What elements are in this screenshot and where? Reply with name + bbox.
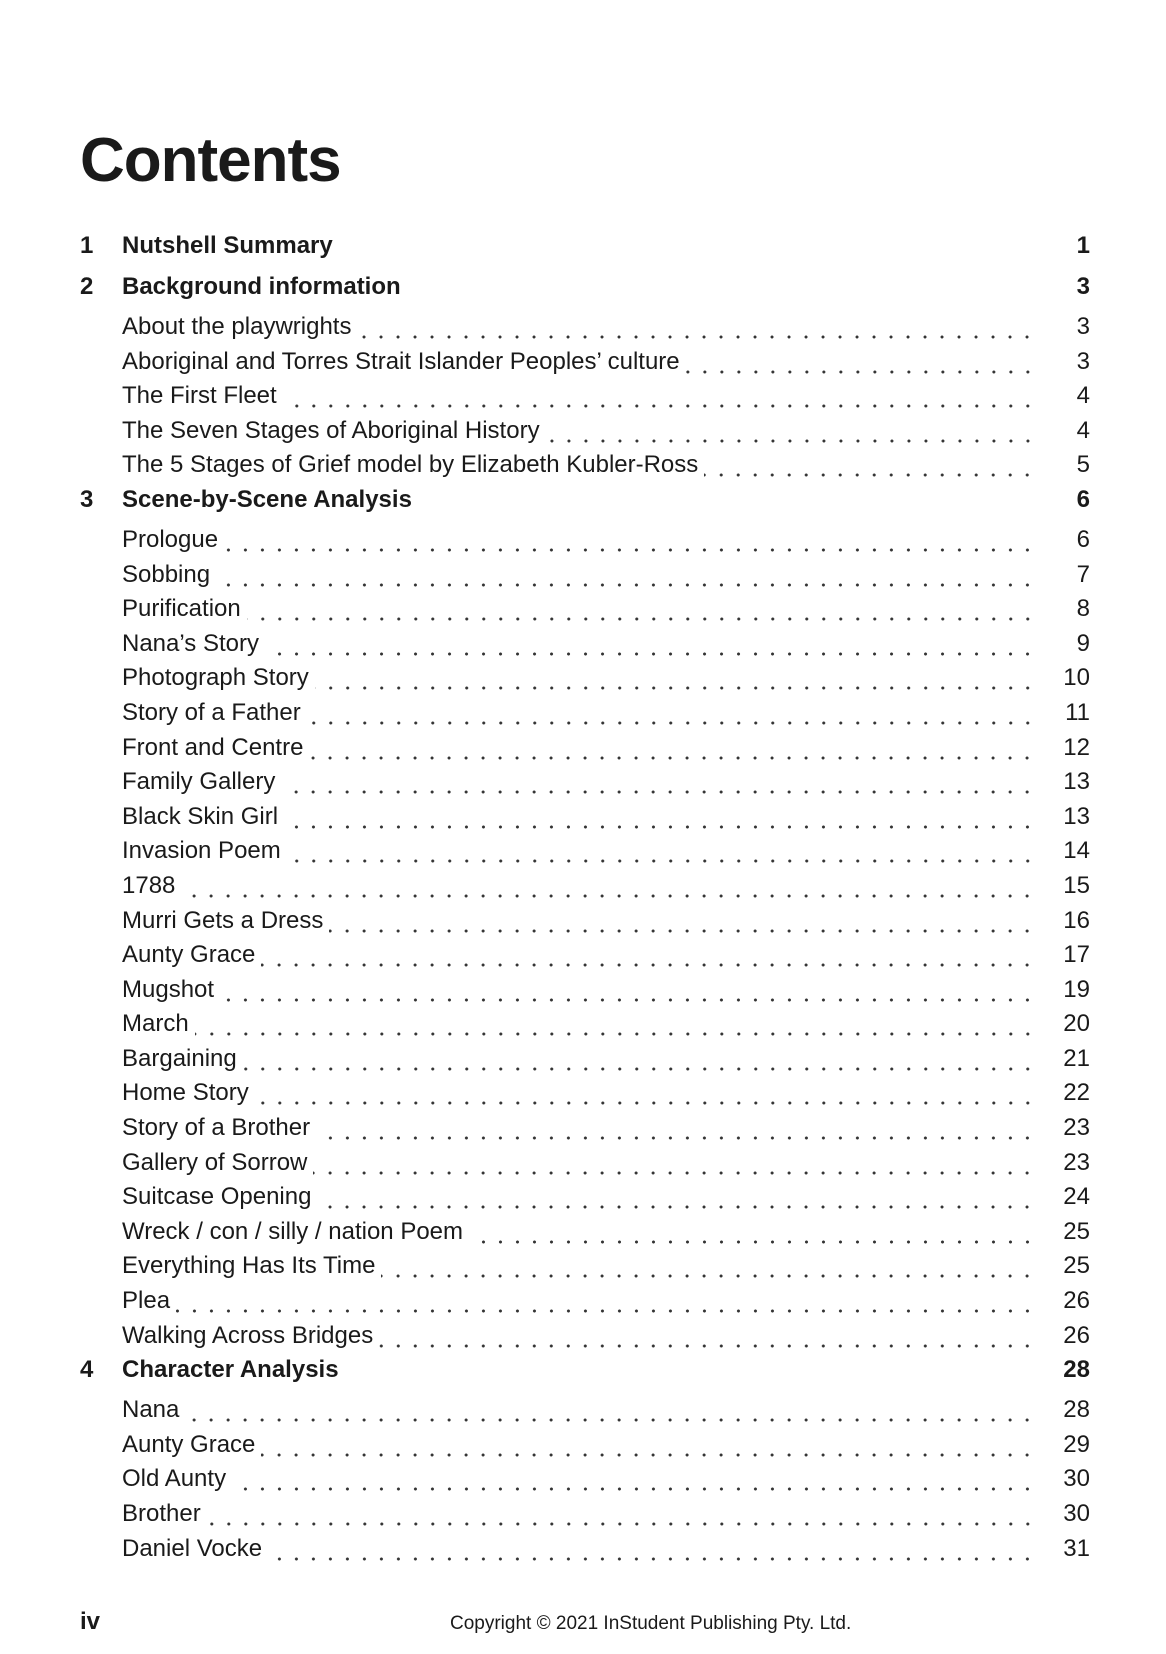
toc-entry[interactable]	[122, 1149, 1090, 1184]
chapter-page-number: 28	[1063, 1356, 1090, 1384]
dot-leader	[185, 1400, 1032, 1424]
entry-page-number: 26	[1063, 1287, 1090, 1315]
entry-title: Aunty Grace	[122, 1430, 256, 1458]
entry-page-number: 13	[1063, 802, 1090, 830]
toc-entry[interactable]	[122, 1322, 1090, 1357]
toc-entry[interactable]	[122, 561, 1090, 596]
toc-entry[interactable]	[122, 1465, 1090, 1500]
toc-entry[interactable]	[122, 803, 1090, 838]
entry-title: Mugshot	[122, 975, 215, 1003]
toc-entry[interactable]	[122, 1183, 1090, 1218]
dot-leader	[287, 841, 1032, 865]
entry-title: Prologue	[122, 525, 219, 553]
dot-leader	[379, 1326, 1032, 1350]
dot-leader	[283, 386, 1032, 410]
entry-page-number: 8	[1076, 595, 1090, 623]
entry-page-number: 11	[1065, 698, 1090, 726]
entry-title: Bargaining	[122, 1044, 237, 1072]
entry-title: Black Skin Girl	[122, 802, 279, 830]
toc-entry[interactable]	[122, 1500, 1090, 1535]
dot-leader	[329, 911, 1032, 935]
dot-leader	[261, 945, 1032, 969]
entry-title: Murri Gets a Dress	[122, 906, 324, 934]
toc-entry[interactable]	[122, 451, 1090, 486]
entry-page-number: 26	[1063, 1321, 1090, 1349]
chapter-title: Character Analysis	[122, 1356, 339, 1384]
dot-leader	[243, 1049, 1032, 1073]
chapter-number: 4	[80, 1356, 94, 1384]
entry-title: The Seven Stages of Aboriginal History	[122, 416, 540, 444]
page-title: Contents	[80, 126, 341, 195]
entry-title: Wreck / con / silly / nation Poem	[122, 1217, 464, 1245]
toc-entry[interactable]	[122, 976, 1090, 1011]
entry-page-number: 29	[1063, 1430, 1090, 1458]
entry-page-number: 25	[1063, 1252, 1090, 1280]
entry-title: Sobbing	[122, 560, 211, 588]
dot-leader	[316, 1118, 1032, 1142]
toc-entry[interactable]	[122, 1079, 1090, 1114]
toc-entry[interactable]	[122, 872, 1090, 907]
dot-leader	[265, 634, 1032, 658]
dot-leader	[469, 1222, 1032, 1246]
dot-leader	[247, 599, 1032, 623]
dot-leader	[216, 565, 1032, 589]
toc-entry[interactable]	[122, 907, 1090, 942]
entry-title: Daniel Vocke	[122, 1534, 263, 1562]
entry-page-number: 15	[1063, 871, 1090, 899]
dot-leader	[307, 703, 1032, 727]
entry-page-number: 3	[1076, 347, 1090, 375]
entry-title: Photograph Story	[122, 664, 309, 692]
dot-leader	[195, 1014, 1032, 1038]
toc-chapter[interactable]	[80, 486, 1090, 526]
chapter-title: Nutshell Summary	[122, 232, 333, 259]
toc-entry[interactable]	[122, 1114, 1090, 1149]
entry-title: Home Story	[122, 1079, 249, 1107]
dot-leader	[381, 1256, 1032, 1280]
entry-title: About the playwrights	[122, 313, 352, 340]
entry-page-number: 7	[1076, 560, 1090, 588]
chapter-title: Background information	[122, 273, 401, 300]
toc-entry[interactable]	[122, 734, 1090, 769]
entry-page-number: 22	[1063, 1079, 1090, 1107]
entry-title: Everything Has Its Time	[122, 1252, 376, 1280]
entry-page-number: 30	[1063, 1465, 1090, 1493]
entry-title: Gallery of Sorrow	[122, 1148, 308, 1176]
page-folio: iv	[80, 1608, 101, 1635]
chapter-number: 3	[80, 485, 94, 513]
chapter-title: Scene-by-Scene Analysis	[122, 485, 412, 513]
dot-leader	[313, 1153, 1032, 1177]
toc-entry[interactable]	[122, 595, 1090, 630]
dot-leader	[357, 317, 1032, 341]
entry-title: Aboriginal and Torres Strait Islander Peoples’ culture	[122, 347, 680, 375]
entry-page-number: 9	[1076, 629, 1090, 657]
entry-page-number: 30	[1063, 1500, 1090, 1527]
toc-entry[interactable]	[122, 417, 1090, 452]
entry-title: Story of a Father	[122, 698, 301, 726]
dot-leader	[315, 668, 1032, 692]
entry-title: Front and Centre	[122, 733, 304, 761]
entry-page-number: 17	[1063, 941, 1090, 969]
dot-leader	[181, 876, 1032, 900]
entry-page-number: 4	[1076, 382, 1090, 410]
entry-page-number: 23	[1063, 1114, 1090, 1142]
copyright-notice: Copyright © 2021 InStudent Publishing Pty. Ltd.	[450, 1613, 852, 1634]
entry-page-number: 6	[1076, 525, 1090, 553]
entry-title: Family Gallery	[122, 768, 276, 796]
entry-title: Nana	[122, 1396, 180, 1424]
dot-leader	[261, 1435, 1032, 1459]
entry-page-number: 21	[1063, 1044, 1090, 1072]
entry-title: Suitcase Opening	[122, 1183, 312, 1211]
entry-title: 1788	[122, 871, 176, 899]
page-footer	[80, 1608, 1090, 1638]
entry-title: Plea	[122, 1287, 171, 1315]
toc-entry[interactable]	[122, 941, 1090, 976]
toc-entry[interactable]	[122, 664, 1090, 699]
dot-leader	[704, 455, 1032, 479]
entry-title: Purification	[122, 595, 241, 623]
entry-title: Nana’s Story	[122, 629, 259, 657]
dot-leader	[220, 980, 1032, 1004]
entry-page-number: 19	[1063, 975, 1090, 1003]
entry-page-number: 31	[1063, 1534, 1090, 1562]
table-of-contents	[80, 232, 1090, 1569]
entry-title: Brother	[122, 1500, 201, 1527]
entry-page-number: 4	[1076, 416, 1090, 444]
entry-title: Invasion Poem	[122, 837, 281, 865]
toc-entry[interactable]	[122, 313, 1090, 348]
chapter-page-number: 3	[1076, 273, 1090, 300]
entry-page-number: 20	[1063, 1010, 1090, 1038]
toc-entry[interactable]	[122, 1252, 1090, 1287]
toc-entry[interactable]	[122, 1287, 1090, 1322]
toc-chapter[interactable]	[80, 1356, 1090, 1396]
entry-page-number: 5	[1076, 451, 1090, 479]
dot-leader	[284, 807, 1032, 831]
entry-page-number: 10	[1063, 664, 1090, 692]
dot-leader	[309, 738, 1032, 762]
entry-title: Aunty Grace	[122, 941, 256, 969]
entry-page-number: 25	[1063, 1217, 1090, 1245]
entry-title: Story of a Brother	[122, 1114, 311, 1142]
dot-leader	[255, 1083, 1032, 1107]
toc-entry[interactable]	[122, 1396, 1090, 1431]
entry-title: Walking Across Bridges	[122, 1321, 374, 1349]
entry-page-number: 16	[1063, 906, 1090, 934]
toc-entry[interactable]	[122, 1045, 1090, 1080]
chapter-page-number: 1	[1076, 232, 1090, 259]
toc-chapter[interactable]	[80, 232, 1090, 273]
dot-leader	[317, 1187, 1032, 1211]
dot-leader	[281, 772, 1032, 796]
entry-page-number: 23	[1063, 1148, 1090, 1176]
toc-entry[interactable]	[122, 768, 1090, 803]
toc-entry[interactable]	[122, 348, 1090, 383]
entry-title: Old Aunty	[122, 1465, 227, 1493]
toc-entry[interactable]	[122, 1431, 1090, 1466]
dot-leader	[268, 1539, 1032, 1563]
chapter-page-number: 6	[1076, 485, 1090, 513]
toc-entry[interactable]	[122, 1218, 1090, 1253]
toc-entry[interactable]	[122, 630, 1090, 665]
dot-leader	[686, 352, 1032, 376]
dot-leader	[232, 1469, 1032, 1493]
entry-title: The 5 Stages of Grief model by Elizabeth Kubler-Ross	[122, 451, 699, 479]
entry-page-number: 12	[1063, 733, 1090, 761]
entry-title: The First Fleet	[122, 382, 277, 410]
entry-page-number: 13	[1063, 768, 1090, 796]
entry-title: March	[122, 1010, 189, 1038]
entry-page-number: 3	[1076, 313, 1090, 340]
toc-entry[interactable]	[122, 837, 1090, 872]
entry-page-number: 24	[1063, 1183, 1090, 1211]
toc-entry[interactable]	[122, 1535, 1090, 1570]
entry-page-number: 28	[1063, 1396, 1090, 1424]
chapter-number: 2	[80, 273, 94, 300]
toc-chapter[interactable]	[80, 273, 1090, 313]
toc-entry[interactable]	[122, 382, 1090, 417]
dot-leader	[224, 530, 1032, 554]
chapter-number: 1	[80, 232, 94, 259]
dot-leader	[207, 1504, 1032, 1528]
dot-leader	[546, 421, 1032, 445]
toc-entry[interactable]	[122, 699, 1090, 734]
entry-page-number: 14	[1063, 837, 1090, 865]
toc-entry[interactable]	[122, 526, 1090, 561]
dot-leader	[176, 1291, 1032, 1315]
toc-entry[interactable]	[122, 1010, 1090, 1045]
